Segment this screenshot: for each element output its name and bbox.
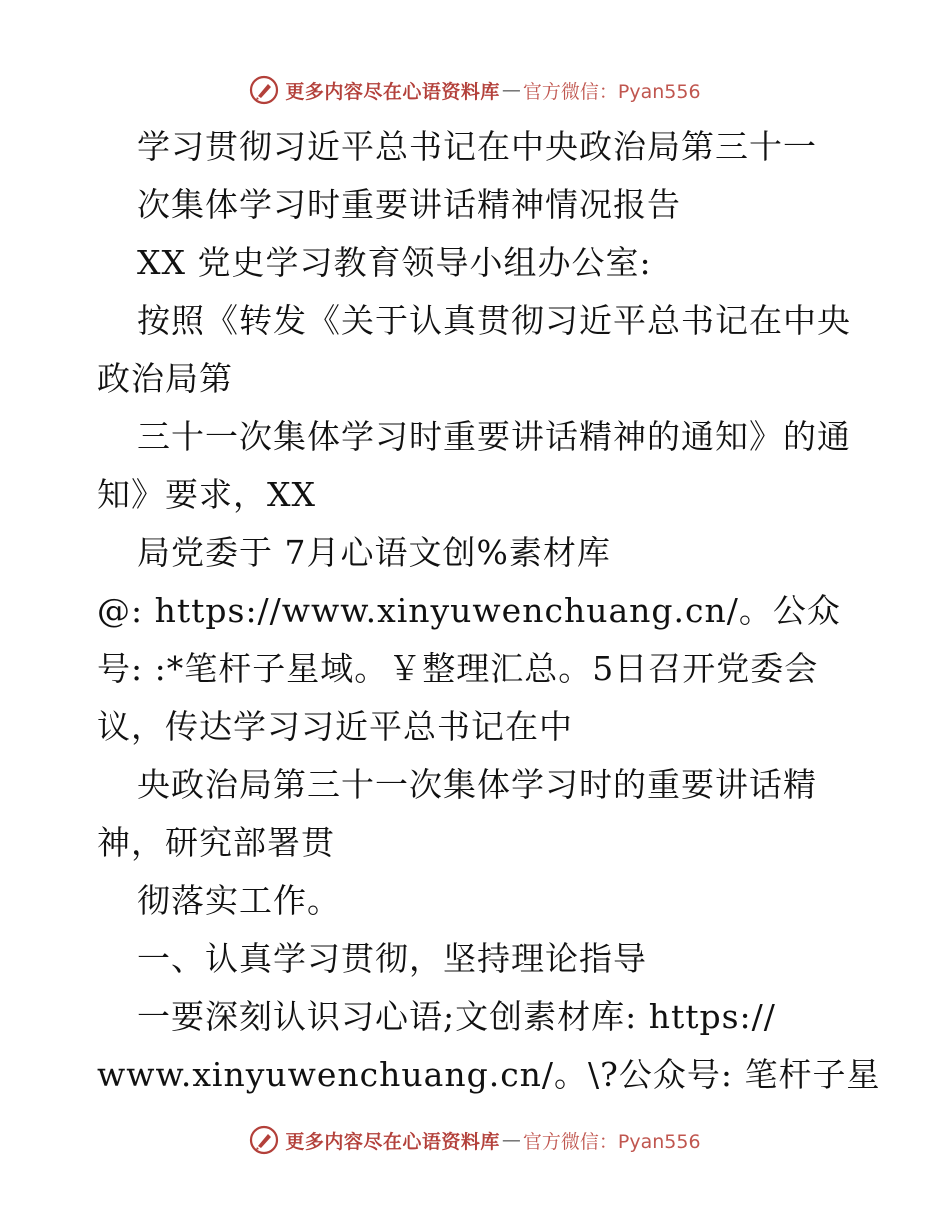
document-line: 议，传达学习习近平总书记在中 [97,707,573,746]
banner-separator: — [501,1129,521,1151]
document-line: 神，研究部署贯 [97,823,335,862]
header-banner [0,70,950,110]
document-line: 一要深刻认识习心语;文创素材库: https:// [137,997,776,1036]
document-line: 号: :*笔杆子星域。￥整理汇总。5日召开党委会 [97,649,819,688]
pen-logo-icon [249,1125,279,1155]
banner-text: 更多内容尽在心语资料库 [285,80,500,103]
document-line: 次集体学习时重要讲话精神情况报告 [137,185,681,224]
footer-banner [0,1120,950,1160]
document-line: 按照《转发《关于认真贯彻习近平总书记在中央 [137,301,851,340]
document-body [97,118,887,1104]
document-line: 彻落实工作。 [137,881,341,920]
banner-separator: — [501,79,521,101]
document-line: 政治局第 [97,359,233,398]
document-line: 一、认真学习贯彻，坚持理论指导 [137,939,647,978]
document-line: 央政治局第三十一次集体学习时的重要讲话精 [137,765,817,804]
document-line: 知》要求，XX [97,475,316,514]
document-line: XX 党史学习教育领导小组办公室: [137,243,652,282]
banner-wechat: 官方微信：Pyan556 [522,1130,701,1153]
document-line: 三十一次集体学习时重要讲话精神的通知》的通 [137,417,851,456]
document-line: 局党委于 7月心语文创%素材库 [137,533,611,572]
banner-wechat: 官方微信：Pyan556 [522,80,701,103]
document-line: 学习贯彻习近平总书记在中央政治局第三十一 [137,127,817,166]
banner-text: 更多内容尽在心语资料库 [285,1130,500,1153]
document-line: @: https://www.xinyuwenchuang.cn/。公众 [97,591,841,630]
pen-logo-icon [249,75,279,105]
document-line: www.xinyuwenchuang.cn/。\?公众号: 笔杆子星 [97,1055,881,1094]
